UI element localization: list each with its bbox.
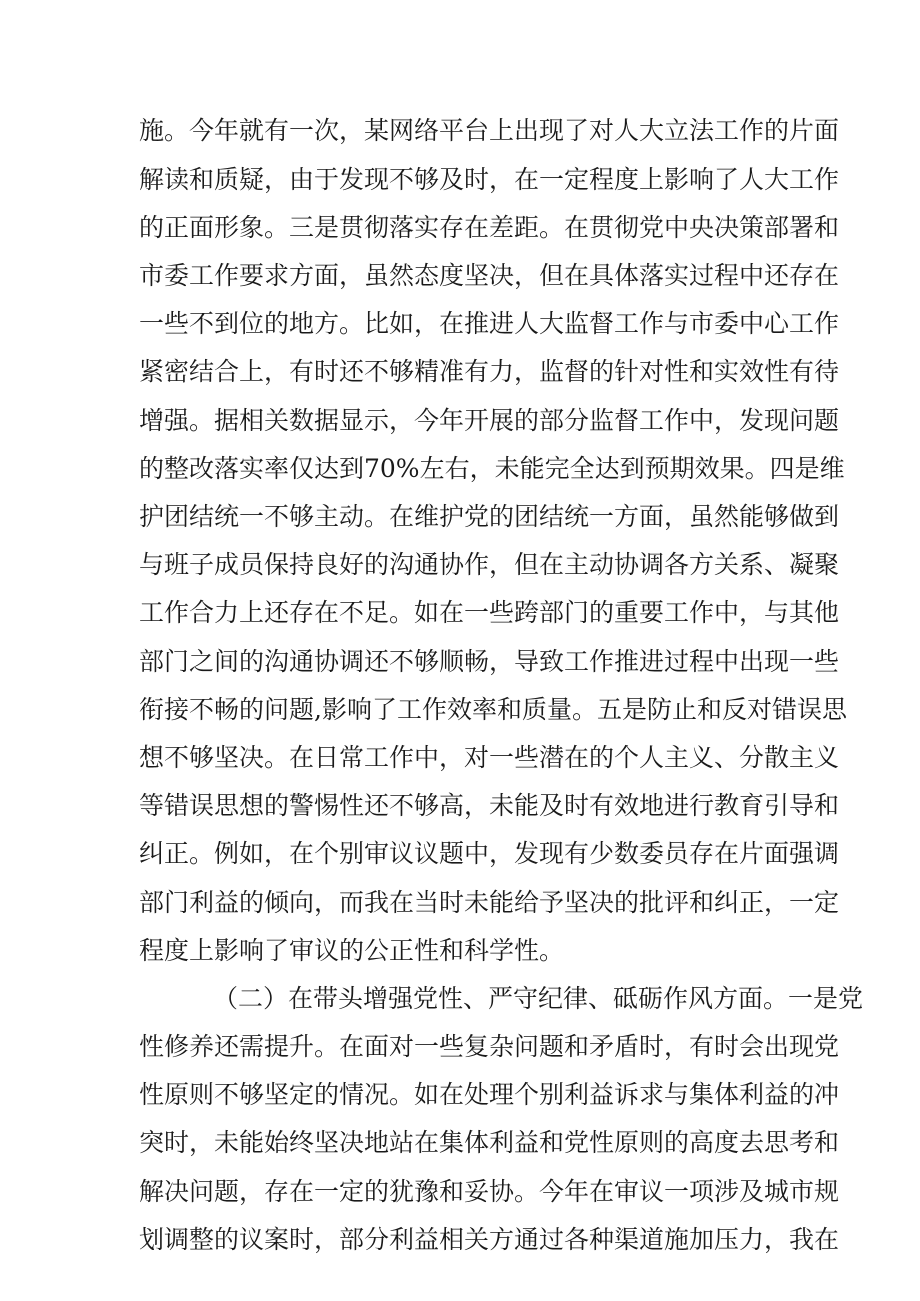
text-line: 性原则不够坚定的情况。如在处理个别利益诉求与集体利益的冲	[139, 1080, 840, 1109]
text-line: 工作合力上还存在不足。如在一些跨部门的重要工作中，与其他	[139, 598, 840, 627]
text-line: 部门利益的倾向，而我在当时未能给予坚决的批评和纠正，一定	[139, 888, 840, 917]
text-line: 性修养还需提升。在面对一些复杂问题和矛盾时，有时会出现党	[139, 1032, 840, 1061]
text-line: 突时，未能始终坚决地站在集体利益和党性原则的高度去思考和	[139, 1128, 840, 1157]
text-line: 增强。据相关数据显示，今年开展的部分监督工作中，发现问题	[139, 406, 840, 435]
text-line: 市委工作要求方面，虽然态度坚决，但在具体落实过程中还存在	[139, 261, 840, 290]
text-line: 程度上影响了审议的公正性和科学性。	[139, 936, 565, 965]
text-line: 的正面形象。三是贯彻落实存在差距。在贯彻党中央决策部署和	[139, 213, 840, 242]
text-line: 纠正。例如，在个别审议议题中，发现有少数委员存在片面强调	[139, 839, 840, 868]
text-line: 施。今年就有一次，某网络平台上出现了对人大立法工作的片面	[139, 116, 840, 145]
text-line: 与班子成员保持良好的沟通协作，但在主动协调各方关系、凝聚	[139, 550, 840, 579]
text-line: 部门之间的沟通协调还不够顺畅，导致工作推进过程中出现一些	[139, 647, 840, 676]
text-line: 衔接不畅的问题,影响了工作效率和质量。五是防止和反对错误思	[139, 695, 847, 724]
text-line: 想不够坚决。在日常工作中，对一些潜在的个人主义、分散主义	[139, 743, 840, 772]
text-line: 解读和质疑，由于发现不够及时，在一定程度上影响了人大工作	[139, 165, 840, 194]
text-line: 等错误思想的警惕性还不够高，未能及时有效地进行教育引导和	[139, 791, 840, 820]
text-line: 紧密结合上，有时还不够精准有力，监督的针对性和实效性有待	[139, 357, 840, 386]
text-line: 一些不到位的地方。比如，在推进人大监督工作与市委中心工作	[139, 309, 840, 338]
text-line: 的整改落实率仅达到70%左右，未能完全达到预期效果。四是维	[139, 454, 845, 483]
section-heading-line: （二）在带头增强党性、严守纪律、砥砺作风方面。一是党	[213, 984, 864, 1013]
text-line: 护团结统一不够主动。在维护党的团结统一方面，虽然能够做到	[139, 502, 840, 531]
text-line: 解决问题，存在一定的犹豫和妥协。今年在审议一项涉及城市规	[139, 1177, 840, 1206]
text-line: 划调整的议案时，部分利益相关方通过各种渠道施加压力，我在	[139, 1225, 840, 1254]
